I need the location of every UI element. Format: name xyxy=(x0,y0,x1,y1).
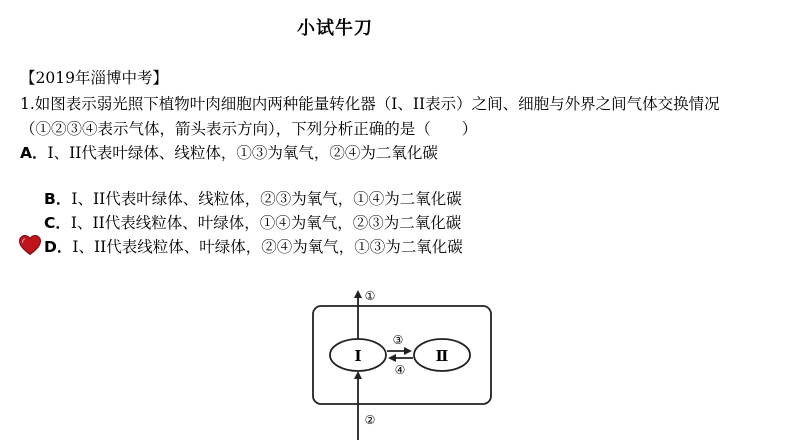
option-a-text: I、II代表叶绿体、线粒体，①③为氧气，②④为二氧化碳 xyxy=(47,144,438,162)
option-a[interactable] xyxy=(20,141,438,163)
organelle-1-label: Ⅰ xyxy=(354,347,362,365)
cell-boundary xyxy=(313,306,491,404)
gas-4-label: ④ xyxy=(394,363,406,377)
question-text: 1.如图表示弱光照下植物叶肉细胞内两种能量转化器（I、II表示）之间、细胞与外界之间气体交换情况（①②③④表示气体，箭头表示方向），下列分析正确的是（ ） xyxy=(20,95,720,138)
gas-exchange-diagram xyxy=(304,284,500,444)
option-b-letter: B． xyxy=(44,190,72,208)
option-b-text: I、II代表叶绿体、线粒体，②③为氧气，①④为二氧化碳 xyxy=(71,190,462,208)
option-d[interactable] xyxy=(44,235,463,257)
organelle-2-label: Ⅱ xyxy=(435,347,449,365)
gas-2-label: ② xyxy=(364,413,376,427)
option-c-text: I、II代表线粒体、叶绿体，①④为氧气，②③为二氧化碳 xyxy=(70,214,462,232)
option-c[interactable] xyxy=(44,211,461,233)
exam-source: 【2019年淄博中考】 xyxy=(20,69,168,87)
gas-1-label: ① xyxy=(364,289,376,303)
heart-icon xyxy=(18,234,42,256)
gas-3-label: ③ xyxy=(392,333,404,347)
slide-title: 小试牛刀 xyxy=(297,18,373,39)
option-d-text: I、II代表线粒体、叶绿体，②④为氧气，①③为二氧化碳 xyxy=(72,238,463,256)
option-d-letter: D． xyxy=(44,238,73,256)
option-a-letter: A． xyxy=(20,144,48,162)
option-b[interactable] xyxy=(44,187,462,209)
option-c-letter: C． xyxy=(44,214,71,232)
